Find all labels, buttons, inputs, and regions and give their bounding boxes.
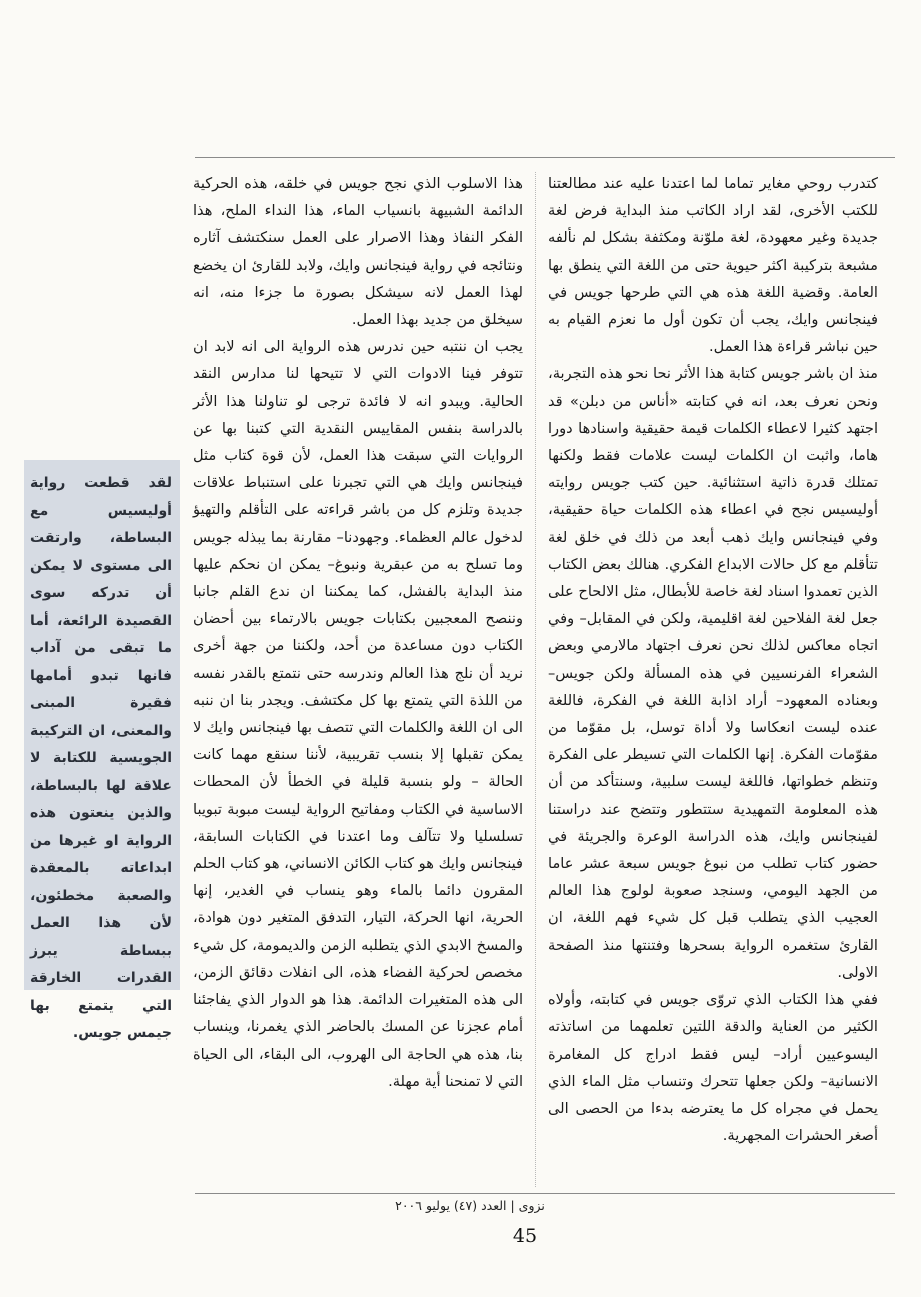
article-column-right <box>548 170 878 1190</box>
paragraph: هذا الاسلوب الذي نجح جويس في خلقه، هذه الحركية الدائمة الشبيهة بانسياب الماء، هذا النداء الملح، هذا الفكر النفاذ وهذا الاصرار على العمل سنكتشف آثاره ونتائجه في رواية فينجانس وايك، ولابد للقارئ ان يخضع لهذا العمل لانه سيشكل بصورة ما جزءا منه، انه سيخلق من جديد بهذا العمل. <box>193 175 523 329</box>
column-divider <box>535 172 536 1187</box>
paragraph: كتدرب روحي مغاير تماما لما اعتدنا عليه عند مطالعتنا للكتب الأخرى، لقد اراد الكاتب منذ البداية فرض لغة جديدة وغير معهودة، لغة ملوّنة ومكثفة بشكل لم نألفه مشبعة بتركيبة اكثر حيوية حتى من اللغة التي ينطق بها العامة. وقضية اللغة هذه هي التي طرحها جويس في فينجانس وايك، يجب أن تكون أول ما نعزم القيام به حين نباشر قراءة هذا العمل. <box>548 175 878 356</box>
article-column-left <box>193 170 523 1190</box>
page-number: 45 <box>512 1225 538 1247</box>
paragraph: يجب ان ننتبه حين ندرس هذه الرواية الى انه لابد ان تتوفر فينا الادوات التي لا تتيحها لنا مدارس النقد الحالية. ويبدو انه لا فائدة ترجى لو تناولنا هذا الأثر بالدراسة بنفس المقاييس النقدية التي كتبنا بها عن الروايات التي سبقت هذا العمل، لأن قوة كتاب مثل فينجانس وايك هي التي تجبرنا على استنباط علاقات جديدة وتلزم كل من باشر قراءته على التأقلم والتهيؤ لدخول عالم العظماء. وجهودنا– مقارنة بما يبذله جويس وما تسلح به من عبقرية ونبوغ– يمكن ان نحكم عليها منذ البداية بالفشل، كما يمكننا ان ندع القلم جانبا وننصح المعجبين بكتابات جويس بالارتماء بين أحضان الكتاب دون مساعدة من أحد، ولكننا من جهة أخرى نريد أن نلج هذا العالم وندرسه حتى نتمتع بالقدر نفسه من اللذة التي يتمتع بها كل مكتشف. ويجدر بنا ان ننبه الى ان اللغة والكلمات التي تتصف بها فينجانس وايك لا يمكن تقبلها إلا بنسب تقريبية، لأننا سنقع مهما كانت الحالة – ولو بنسبة قليلة في الخطأ لأن المحطات الاساسية في الكتاب ومفاتيح الرواية ليست مبوبة تبويبا تسلسليا ولا تتآلف وما اعتدنا في الكتابات السابقة، فينجانس وايك هو كتاب الكائن الانساني، هو كتاب الحلم المقرون دائما بالماء وهو ينساب في الغدير، إنها الحرية، انها الحركة، التيار، التدفق المتغير دون هوادة، والمسخ الابدي الذي يتطلبه الزمن والديمومة، كل شيء مخصص لحركية الفضاء هذه، الى انفلات دقائق الزمن، الى هذه المتغيرات الدائمة. هذا هو الدوار الذي يفاجئنا أمام عجزنا عن المسك بالحاضر الذي يغمرنا، وينساب بنا، هذه هي الحاجة الى الهروب، الى البقاء، الى الحياة التي لا تمنحنا أية مهلة. <box>193 338 523 1090</box>
paragraph: منذ ان باشر جويس كتابة هذا الأثر نحا نحو هذه التجربة، ونحن نعرف بعد، انه في كتابته «أناس من دبلن» قد اجتهد كثيرا لاعطاء الكلمات قيمة حقيقية واسنادها دورا هاما، واثبت ان الكلمات ليست علامات فقط ولكنها تمتلك قدرة ذاتية استثنائية. حين كتب جويس روايته أوليسيس نجح في اعطاء هذه الكلمات حياة حقيقية، وفي فينجانس وايك ذهب أبعد من ذلك في خلق لغة تتأقلم مع كل حالات الابداع الفكري. هنالك بعض الكتاب الذين تعمدوا اسناد لغة خاصة للأبطال، مثل الالحاح على جعل لغة الفلاحين لغة اقليمية، ولكن في المقابل– وفي اتجاه معاكس لذلك نحن نعرف اجتهاد مالارمي وبعض الشعراء الفرنسيين في هذه المسألة ولكن جويس– وبعناده المعهود– أراد اذابة اللغة في الفكرة، فاللغة عنده ليست انعكاسا ولا أداة توسل، بل مقوّما من مقوّمات الفكرة. إنها الكلمات التي تسيطر على الفكرة وتنظم خطواتها، فاللغة ليست سلبية، وسنتأكد من أن هذه المعلومة التمهيدية ستتطور وتتضح عند دراستنا لفينجانس وايك، هذه الدراسة الوعرة والجريئة في حضور كتاب تطلب من نبوغ جويس سبعة عشر عاما من الجهد اليومي، وسنجد صعوبة لولوج هذا العالم العجيب الذي يتطلب قبل كل شيء فهم اللغة، ان القارئ ستغمره الرواية بسحرها وفتنتها منذ الصفحة الاولى. <box>548 365 878 981</box>
top-rule <box>195 157 895 158</box>
bottom-rule <box>195 1193 895 1194</box>
pull-quote-text: لقد قطعت رواية أوليسيس مع البساطة، وارتقت الى مستوى لا يمكن أن تدركه سوى القصيدة الرائعة، أما ما تبقى من آداب فانها تبدو أمامها فقيرة المبنى والمعنى، ان التركيبة الجويسية للكتابة لا علاقة لها بالبساطة، والذين ينعتون هذه الرواية او غيرها من ابداعاته بالمعقدة والصعبة مخطئون، لأن هذا العمل ببساطة يبرز القدرات الخارقة التي يتمتع بها جيمس جويس. <box>30 475 172 1041</box>
issue-info: نزوى | العدد (٤٧) يوليو ٢٠٠٦ <box>395 1198 545 1213</box>
paragraph: ففي هذا الكتاب الذي تروّى جويس في كتابته، وأولاه الكثير من العناية والدقة اللتين تعلمهما من اساتذته اليسوعيين أراد– ليس فقط ادراج كل المغامرة الانسانية– ولكن جعلها تتحرك وتنساب مثل الماء الذي يحمل في مجراه كل ما يعترضه بدءا من الحصى الى أصغر الحشرات المجهرية. <box>548 991 878 1145</box>
